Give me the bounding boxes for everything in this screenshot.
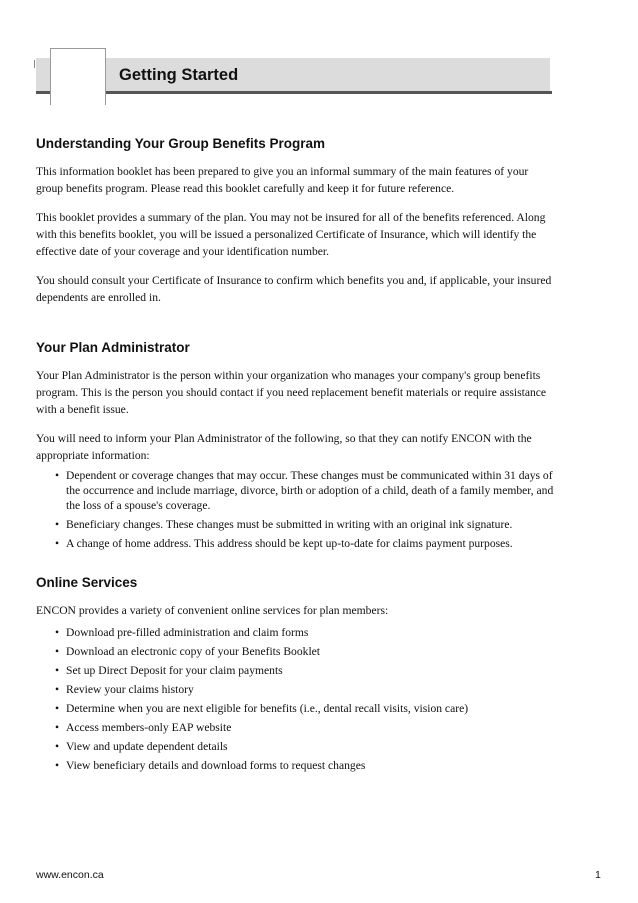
list-item: • View beneficiary details and download forms to request changes: [55, 759, 366, 772]
list-item: • Beneficiary changes. These changes must be submitted in writing with an original ink signature.: [55, 518, 513, 531]
list-item: • Download an electronic copy of your Benefits Booklet: [55, 645, 321, 658]
header-tick-mark: [34, 60, 35, 68]
bullet-list: [36, 625, 556, 773]
paragraph: You should consult your Certificate of Insurance to confirm which benefits you and, if applicable, your insured dependents are enrolled in.: [36, 274, 552, 304]
bullet-icon: •: [55, 645, 60, 658]
list-item: • Set up Direct Deposit for your claim payments: [55, 664, 283, 677]
paragraph: Your Plan Administrator is the person within your organization who manages your company's group benefits program. This is the person you should contact if you need replacement benefit materials or require assistance with a benefit issue.: [36, 369, 547, 416]
bullet-icon: •: [55, 469, 60, 482]
list-item: • Access members-only EAP website: [55, 721, 232, 734]
paragraph: You will need to inform your Plan Administrator of the following, so that they can notify ENCON with the appropriate information:: [36, 432, 532, 462]
section-heading: Online Services: [36, 575, 138, 590]
section-understanding: [36, 136, 556, 306]
bullet-icon: •: [55, 702, 60, 715]
document-body: [36, 136, 556, 777]
bullet-icon: •: [55, 664, 60, 677]
paragraph: This information booklet has been prepared to give you an informal summary of the main features of your group benefits program. Please read this booklet carefully and keep it for future reference.: [36, 165, 529, 195]
list-item: • Dependent or coverage changes that may occur. These changes must be communicated within 31 days of the occurrence and include marriage, divorce, birth or adoption of a child, death of a family member, and the loss of a spouse's coverage.: [55, 469, 554, 512]
bullet-icon: •: [55, 537, 60, 550]
bullet-icon: •: [55, 759, 60, 772]
footer-page-number: 1: [595, 869, 601, 881]
header-box: [50, 48, 106, 105]
paragraph: ENCON provides a variety of convenient online services for plan members:: [36, 604, 389, 617]
page-title: Getting Started: [119, 66, 239, 84]
list-item: • A change of home address. This address should be kept up-to-date for claims payment purposes.: [55, 537, 513, 550]
paragraph: This booklet provides a summary of the plan. You may not be insured for all of the benefits referenced. Along with this benefits booklet, you will be issued a personalized Certificate of Insurance, which will identify the effective date of your coverage and your identification number.: [36, 211, 546, 258]
header-band: [36, 58, 550, 92]
bullet-list: [36, 468, 556, 551]
bullet-icon: •: [55, 740, 60, 753]
footer-website: www.encon.ca: [36, 869, 104, 881]
list-item: • View and update dependent details: [55, 740, 228, 753]
bullet-icon: •: [55, 626, 60, 639]
section-heading: Understanding Your Group Benefits Program: [36, 136, 326, 151]
list-item: • Review your claims history: [55, 683, 194, 696]
bullet-icon: •: [55, 683, 60, 696]
bullet-icon: •: [55, 518, 60, 531]
section-plan-administrator: [36, 340, 556, 551]
bullet-icon: •: [55, 721, 60, 734]
section-online-services: [36, 575, 556, 773]
header-rule: [36, 91, 552, 94]
list-item: • Determine when you are next eligible for benefits (i.e., dental recall visits, vision care): [55, 702, 469, 715]
section-heading: Your Plan Administrator: [36, 340, 190, 355]
list-item: • Download pre-filled administration and claim forms: [55, 626, 309, 639]
